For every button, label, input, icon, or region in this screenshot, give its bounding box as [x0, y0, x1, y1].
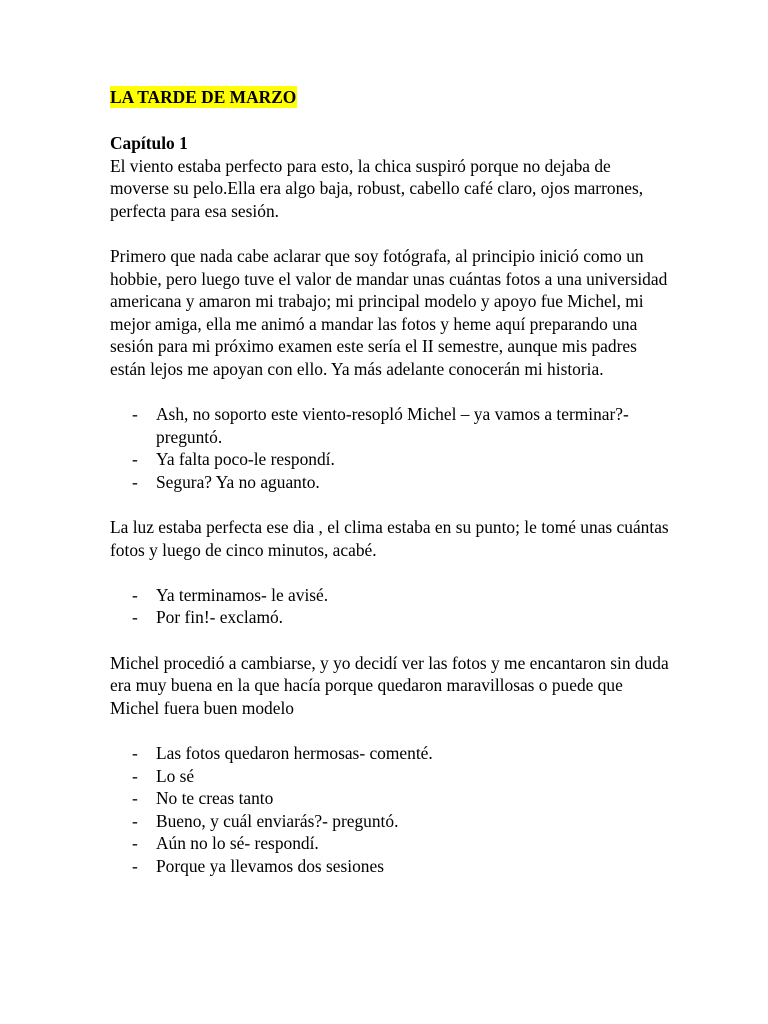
- dialogue-line: [110, 448, 670, 471]
- dialogue-text: Ya falta poco-le respondí.: [156, 449, 335, 470]
- bullet-dash: -: [132, 743, 138, 764]
- dialogue-line: [110, 787, 670, 810]
- dialogue-list-1: [110, 403, 670, 493]
- paragraph-2: Primero que nada cabe aclarar que soy fotógrafa, al principio inició como un hobbie, pero luego tuve el valor de mandar unas cuántas fotos a una universidad americana y amaron mi trabajo; mi principal modelo y apoyo fue Michel, mi mejor amiga, ella me animó a mandar las fotos y heme aquí preparando una sesión para mi próximo examen este sería el II semestre, aunque mis padres están lejos me apoyan con ello. Ya más adelante conocerán mi historia.: [110, 245, 668, 379]
- dialogue-list-3: [110, 742, 670, 878]
- dialogue-text: Porque ya llevamos dos sesiones: [156, 856, 384, 876]
- paragraph-1: El viento estaba perfecto para esto, la chica suspiró porque no dejaba de moverse su pelo.Ella era algo baja, robust, cabello café claro, ojos marrones, perfecta para esa sesión.: [110, 155, 644, 221]
- paragraph-gap: [110, 381, 670, 404]
- dialogue-text: Aún no lo sé- respondí.: [156, 833, 319, 854]
- dialogue-line: [110, 855, 670, 878]
- dialogue-line: [110, 471, 670, 494]
- paragraph-4: Michel procedió a cambiarse, y yo decidí ver las fotos y me encantaron sin duda era muy buena en la que hacía porque quedaron maravillosas o puede que Michel fuera buen modelo: [110, 652, 669, 718]
- dialogue-list-2: [110, 584, 670, 629]
- bullet-dash: -: [132, 765, 138, 786]
- dialogue-line: [110, 584, 670, 607]
- dialogue-text: No te creas tanto: [156, 788, 274, 809]
- dialogue-text: Lo sé: [156, 765, 195, 786]
- chapter-heading: Capítulo 1: [110, 133, 188, 153]
- dialogue-line: [110, 832, 670, 855]
- paragraph-gap: [110, 719, 670, 742]
- dialogue-text: Por fin!- exclamó.: [156, 607, 284, 628]
- bullet-dash: -: [132, 584, 138, 605]
- paragraph-gap: [110, 629, 670, 652]
- dialogue-text: Segura? Ya no aguanto.: [156, 471, 320, 492]
- title-block: [110, 86, 670, 109]
- dialogue-text: Bueno, y cuál enviarás?- preguntó.: [156, 810, 399, 831]
- dialogue-line: [110, 810, 670, 833]
- paragraph-3: La luz estaba perfecta ese dia , el clima estaba en su punto; le tomé unas cuántas fotos y luego de cinco minutos, acabé.: [110, 517, 669, 560]
- paragraph-gap: [110, 494, 670, 517]
- dialogue-text: Las fotos quedaron hermosas- comenté.: [156, 743, 433, 764]
- bullet-dash: -: [132, 856, 138, 876]
- dialogue-line: [110, 742, 670, 765]
- bullet-dash: -: [132, 404, 138, 425]
- bullet-dash: -: [132, 607, 138, 628]
- document-title: LA TARDE DE MARZO: [110, 87, 297, 107]
- dialogue-text: Ash, no soporto este viento-resopló Michel – ya vamos a terminar?-preguntó.: [156, 404, 629, 447]
- bullet-dash: -: [132, 833, 138, 854]
- bullet-dash: -: [132, 810, 138, 831]
- document-page: [110, 86, 670, 878]
- dialogue-line: [110, 403, 670, 448]
- bullet-dash: -: [132, 788, 138, 809]
- bullet-dash: -: [132, 471, 138, 492]
- dialogue-line: [110, 606, 670, 629]
- dialogue-line: [110, 765, 670, 788]
- paragraph-gap: [110, 222, 670, 245]
- dialogue-text: Ya terminamos- le avisé.: [156, 584, 329, 605]
- bullet-dash: -: [132, 449, 138, 470]
- paragraph-gap: [110, 561, 670, 584]
